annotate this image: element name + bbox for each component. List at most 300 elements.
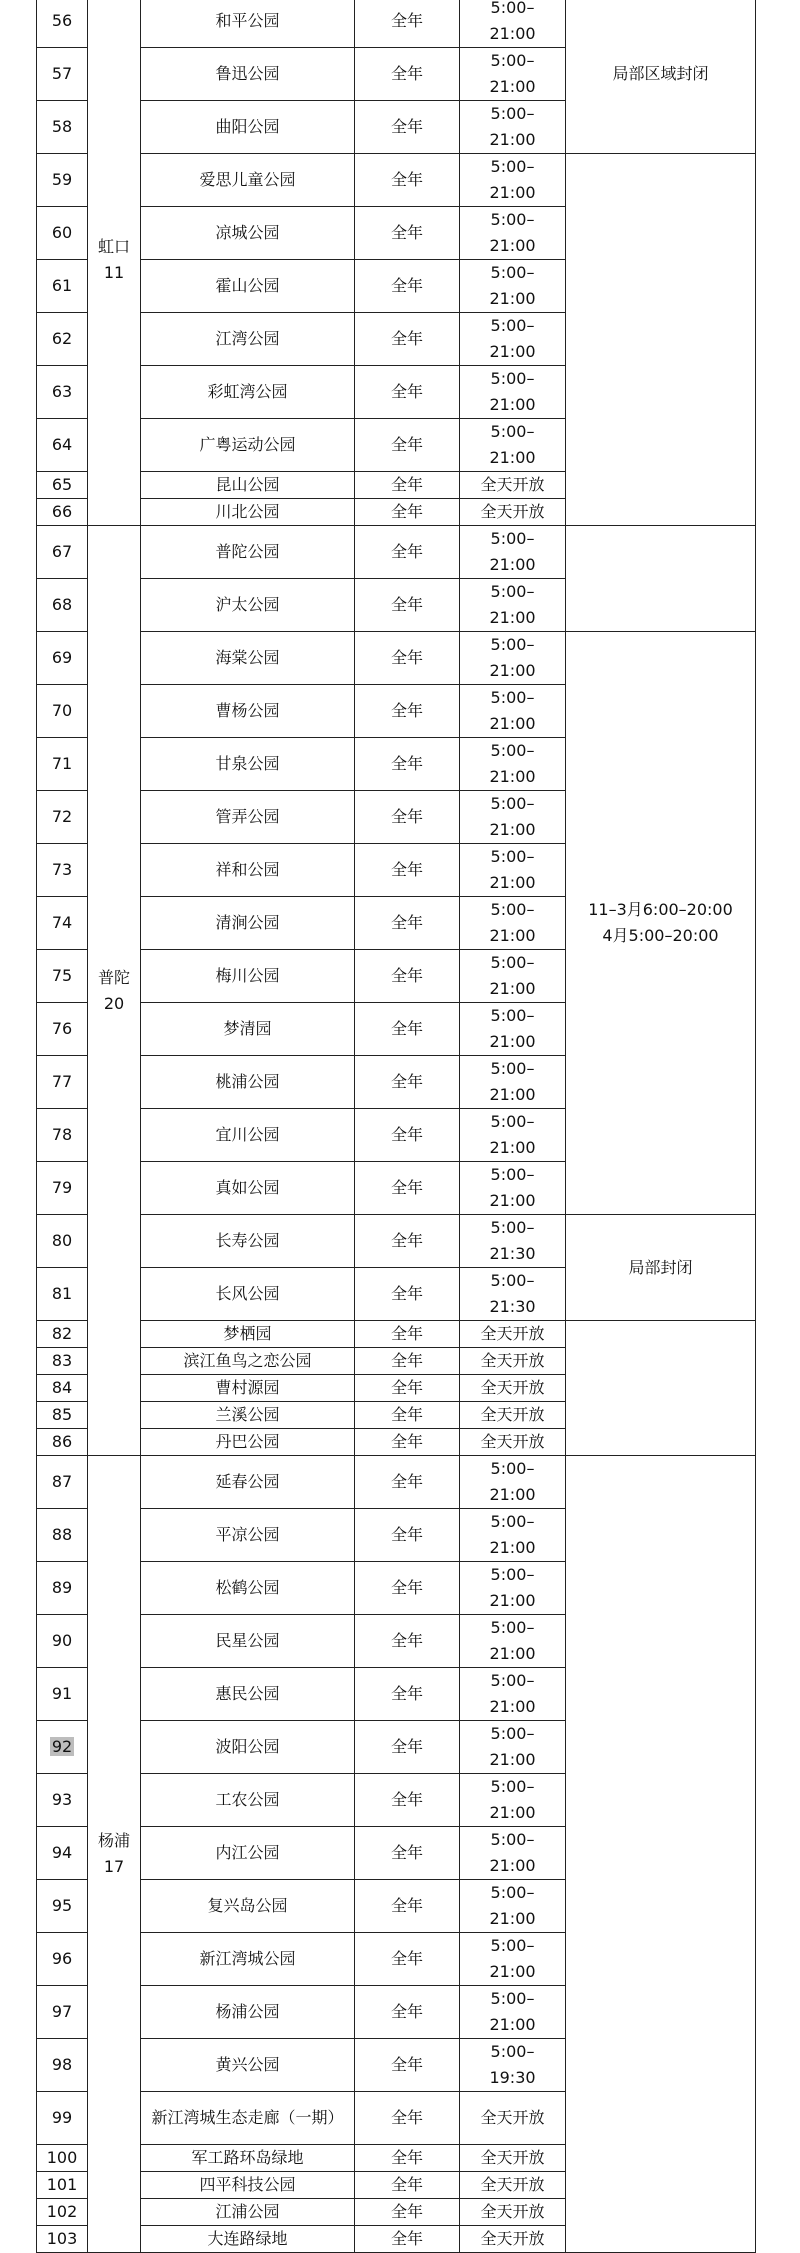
open-period: 全年 (355, 950, 460, 1003)
open-period: 全年 (355, 1215, 460, 1268)
opening-hours (460, 207, 566, 260)
open-period: 全年 (355, 791, 460, 844)
opening-hours (460, 419, 566, 472)
park-name: 曲阳公园 (141, 101, 355, 154)
open-period: 全年 (355, 2092, 460, 2145)
opening-hours-line: 21:00 (489, 1697, 536, 1716)
opening-hours (460, 1215, 566, 1268)
remarks-cell (566, 526, 756, 632)
park-name: 梅川公园 (141, 950, 355, 1003)
opening-hours-line: 5:00– (490, 157, 535, 176)
row-number-text: 95 (51, 1896, 73, 1915)
row-number-text: 60 (51, 223, 73, 242)
park-name: 清涧公园 (141, 897, 355, 950)
open-period: 全年 (355, 1268, 460, 1321)
park-hours-table (36, 0, 756, 2253)
open-period: 全年 (355, 313, 460, 366)
opening-hours-line: 5:00– (490, 2042, 535, 2061)
opening-hours-line: 全天开放 (480, 1378, 545, 1397)
row-number (37, 791, 88, 844)
row-number (37, 419, 88, 472)
opening-hours-line: 5:00– (490, 1271, 535, 1290)
opening-hours-line: 21:00 (489, 24, 536, 43)
opening-hours-line: 21:00 (489, 555, 536, 574)
row-number (37, 2199, 88, 2226)
row-number (37, 1986, 88, 2039)
park-name: 川北公园 (141, 499, 355, 526)
district-yangpu (88, 1456, 141, 2253)
park-name: 梦清园 (141, 1003, 355, 1056)
opening-hours-line: 5:00– (490, 210, 535, 229)
open-period: 全年 (355, 1456, 460, 1509)
row-number (37, 499, 88, 526)
open-period: 全年 (355, 260, 460, 313)
row-number-text: 92 (51, 1737, 73, 1756)
park-name: 鲁迅公园 (141, 48, 355, 101)
park-name: 江湾公园 (141, 313, 355, 366)
opening-hours-line: 21:00 (489, 2015, 536, 2034)
row-number (37, 685, 88, 738)
row-number-text: 61 (51, 276, 73, 295)
opening-hours (460, 2226, 566, 2253)
park-name: 复兴岛公园 (141, 1880, 355, 1933)
row-number-text: 65 (51, 475, 73, 494)
opening-hours (460, 101, 566, 154)
park-name: 昆山公园 (141, 472, 355, 499)
park-name: 军工路环岛绿地 (141, 2145, 355, 2172)
open-period: 全年 (355, 1321, 460, 1348)
opening-hours (460, 844, 566, 897)
park-name: 长寿公园 (141, 1215, 355, 1268)
open-period: 全年 (355, 526, 460, 579)
open-period: 全年 (355, 1827, 460, 1880)
row-number-text: 77 (51, 1072, 73, 1091)
opening-hours-line: 21:00 (489, 926, 536, 945)
opening-hours-line: 5:00– (490, 1724, 535, 1743)
opening-hours (460, 897, 566, 950)
district-name: 杨浦 (97, 1831, 130, 1850)
park-name: 丹巴公园 (141, 1429, 355, 1456)
row-number (37, 2092, 88, 2145)
opening-hours-line: 21:00 (489, 183, 536, 202)
opening-hours (460, 472, 566, 499)
opening-hours (460, 579, 566, 632)
row-number-text: 58 (51, 117, 73, 136)
opening-hours (460, 526, 566, 579)
open-period: 全年 (355, 1986, 460, 2039)
opening-hours-line: 5:00– (490, 1671, 535, 1690)
open-period: 全年 (355, 419, 460, 472)
row-number-text: 80 (51, 1231, 73, 1250)
park-name: 松鹤公园 (141, 1562, 355, 1615)
park-name: 甘泉公园 (141, 738, 355, 791)
opening-hours (460, 1933, 566, 1986)
row-number-text: 94 (51, 1843, 73, 1862)
opening-hours-line: 5:00– (490, 529, 535, 548)
row-number (37, 1429, 88, 1456)
row-number-text: 74 (51, 913, 73, 932)
row-number (37, 897, 88, 950)
row-number (37, 1721, 88, 1774)
open-period: 全年 (355, 207, 460, 260)
opening-hours-line: 5:00– (490, 1883, 535, 1902)
row-number-text: 85 (51, 1405, 73, 1424)
opening-hours-line: 全天开放 (480, 475, 545, 494)
table-row (37, 1215, 756, 1268)
row-number-text: 103 (46, 2229, 78, 2248)
open-period: 全年 (355, 1774, 460, 1827)
opening-hours-line: 21:00 (489, 1138, 536, 1157)
opening-hours-line: 5:00– (490, 582, 535, 601)
opening-hours-line: 全天开放 (480, 1351, 545, 1370)
row-number (37, 1880, 88, 1933)
row-number-text: 69 (51, 648, 73, 667)
opening-hours-line: 21:00 (489, 342, 536, 361)
row-number (37, 1348, 88, 1375)
row-number-text: 62 (51, 329, 73, 348)
open-period: 全年 (355, 1562, 460, 1615)
opening-hours-line: 21:30 (489, 1297, 536, 1316)
open-period: 全年 (355, 685, 460, 738)
opening-hours-line: 5:00– (490, 1006, 535, 1025)
opening-hours (460, 950, 566, 1003)
open-period: 全年 (355, 48, 460, 101)
opening-hours (460, 632, 566, 685)
open-period: 全年 (355, 366, 460, 419)
remarks-cell (566, 1321, 756, 1456)
opening-hours-line: 21:30 (489, 1244, 536, 1263)
opening-hours-line: 21:00 (489, 77, 536, 96)
opening-hours-line: 5:00– (490, 635, 535, 654)
opening-hours-line: 21:00 (489, 395, 536, 414)
park-name: 宜川公园 (141, 1109, 355, 1162)
opening-hours (460, 2039, 566, 2092)
park-name: 沪太公园 (141, 579, 355, 632)
remarks-cell (566, 1456, 756, 2253)
open-period: 全年 (355, 1109, 460, 1162)
row-number (37, 526, 88, 579)
park-name: 大连路绿地 (141, 2226, 355, 2253)
row-number-text: 63 (51, 382, 73, 401)
row-number (37, 366, 88, 419)
opening-hours-line: 5:00– (490, 1565, 535, 1584)
opening-hours (460, 1509, 566, 1562)
open-period: 全年 (355, 1933, 460, 1986)
open-period: 全年 (355, 632, 460, 685)
row-number (37, 260, 88, 313)
row-number-text: 78 (51, 1125, 73, 1144)
opening-hours (460, 260, 566, 313)
opening-hours (460, 1615, 566, 1668)
opening-hours (460, 313, 566, 366)
opening-hours-line: 5:00– (490, 1830, 535, 1849)
district-count: 11 (103, 263, 125, 282)
park-name: 杨浦公园 (141, 1986, 355, 2039)
row-number (37, 579, 88, 632)
remarks-cell (566, 1215, 756, 1321)
opening-hours (460, 1109, 566, 1162)
row-number (37, 2226, 88, 2253)
remarks-text: 局部封闭 (628, 1257, 693, 1277)
row-number (37, 1615, 88, 1668)
row-number-text: 64 (51, 435, 73, 454)
table-body (37, 0, 756, 2253)
remarks-text: 11–3月6:00–20:00 (588, 900, 733, 919)
opening-hours-line: 5:00– (490, 741, 535, 760)
opening-hours-line: 全天开放 (480, 1324, 545, 1343)
open-period: 全年 (355, 2039, 460, 2092)
opening-hours-line: 全天开放 (480, 2175, 545, 2194)
opening-hours (460, 685, 566, 738)
opening-hours (460, 1774, 566, 1827)
row-number-text: 68 (51, 595, 73, 614)
opening-hours (460, 1348, 566, 1375)
row-number-text: 91 (51, 1684, 73, 1703)
row-number-text: 90 (51, 1631, 73, 1650)
opening-hours-line: 5:00– (490, 1112, 535, 1131)
opening-hours-line: 5:00– (490, 1936, 535, 1955)
opening-hours (460, 1827, 566, 1880)
park-name: 工农公园 (141, 1774, 355, 1827)
opening-hours-line: 5:00– (490, 1218, 535, 1237)
row-number-text: 98 (51, 2055, 73, 2074)
opening-hours-line: 21:00 (489, 448, 536, 467)
opening-hours-line: 全天开放 (480, 1432, 545, 1451)
row-number (37, 207, 88, 260)
opening-hours (460, 154, 566, 207)
row-number-text: 66 (51, 502, 73, 521)
row-number (37, 1003, 88, 1056)
park-name: 海棠公园 (141, 632, 355, 685)
opening-hours-line: 21:00 (489, 608, 536, 627)
row-number-text: 57 (51, 64, 73, 83)
park-name: 彩虹湾公园 (141, 366, 355, 419)
row-number (37, 950, 88, 1003)
table-row (37, 154, 756, 207)
park-name: 凉城公园 (141, 207, 355, 260)
opening-hours-line: 5:00– (490, 1059, 535, 1078)
opening-hours-line: 5:00– (490, 1165, 535, 1184)
row-number (37, 2172, 88, 2199)
opening-hours-line: 21:00 (489, 1856, 536, 1875)
park-name: 和平公园 (141, 0, 355, 48)
opening-hours (460, 1562, 566, 1615)
park-name: 兰溪公园 (141, 1402, 355, 1429)
row-number (37, 1215, 88, 1268)
opening-hours-line: 5:00– (490, 369, 535, 388)
open-period: 全年 (355, 1615, 460, 1668)
opening-hours (460, 791, 566, 844)
park-name: 新江湾城公园 (141, 1933, 355, 1986)
open-period: 全年 (355, 844, 460, 897)
row-number-text: 99 (51, 2108, 73, 2127)
row-number (37, 1509, 88, 1562)
opening-hours-line: 5:00– (490, 1989, 535, 2008)
park-name: 内江公园 (141, 1827, 355, 1880)
row-number (37, 1056, 88, 1109)
row-number-text: 71 (51, 754, 73, 773)
open-period: 全年 (355, 1668, 460, 1721)
row-number (37, 1162, 88, 1215)
row-number-text: 88 (51, 1525, 73, 1544)
open-period: 全年 (355, 2199, 460, 2226)
opening-hours-line: 21:00 (489, 979, 536, 998)
district-putuo (88, 526, 141, 1456)
park-name: 曹杨公园 (141, 685, 355, 738)
park-name: 霍山公园 (141, 260, 355, 313)
row-number (37, 1827, 88, 1880)
opening-hours-line: 21:00 (489, 236, 536, 255)
row-number (37, 1402, 88, 1429)
park-name: 波阳公园 (141, 1721, 355, 1774)
opening-hours (460, 1721, 566, 1774)
row-number (37, 48, 88, 101)
opening-hours-line: 19:30 (489, 2068, 536, 2087)
opening-hours-line: 21:00 (489, 1485, 536, 1504)
park-name: 管弄公园 (141, 791, 355, 844)
row-number-text: 101 (46, 2175, 78, 2194)
park-name: 平凉公园 (141, 1509, 355, 1562)
open-period: 全年 (355, 2145, 460, 2172)
opening-hours-line: 5:00– (490, 316, 535, 335)
open-period: 全年 (355, 579, 460, 632)
row-number-text: 67 (51, 542, 73, 561)
open-period: 全年 (355, 1348, 460, 1375)
table-row (37, 632, 756, 685)
opening-hours (460, 1402, 566, 1429)
park-name: 惠民公园 (141, 1668, 355, 1721)
opening-hours-line: 5:00– (490, 1618, 535, 1637)
table-row (37, 1456, 756, 1509)
row-number-text: 81 (51, 1284, 73, 1303)
park-name: 长风公园 (141, 1268, 355, 1321)
row-number (37, 1321, 88, 1348)
row-number-text: 59 (51, 170, 73, 189)
row-number (37, 738, 88, 791)
park-name: 真如公园 (141, 1162, 355, 1215)
opening-hours-line: 21:00 (489, 1909, 536, 1928)
park-name: 民星公园 (141, 1615, 355, 1668)
row-number-text: 84 (51, 1378, 73, 1397)
park-name: 滨江鱼鸟之恋公园 (141, 1348, 355, 1375)
open-period: 全年 (355, 1509, 460, 1562)
row-number-text: 102 (46, 2202, 78, 2221)
row-number-text: 97 (51, 2002, 73, 2021)
opening-hours-line: 21:00 (489, 1591, 536, 1610)
row-number-text: 56 (51, 11, 73, 30)
opening-hours-line: 5:00– (490, 1512, 535, 1531)
row-number-text: 89 (51, 1578, 73, 1597)
park-name: 延春公园 (141, 1456, 355, 1509)
park-name: 江浦公园 (141, 2199, 355, 2226)
remarks-text: 局部区域封闭 (612, 64, 709, 83)
row-number-text: 70 (51, 701, 73, 720)
opening-hours (460, 2145, 566, 2172)
opening-hours-line: 5:00– (490, 794, 535, 813)
district-name: 普陀 (97, 967, 130, 987)
park-name: 普陀公园 (141, 526, 355, 579)
opening-hours-line: 全天开放 (480, 2108, 545, 2127)
opening-hours (460, 1162, 566, 1215)
open-period: 全年 (355, 1880, 460, 1933)
open-period: 全年 (355, 154, 460, 207)
opening-hours-line: 21:00 (489, 820, 536, 839)
open-period: 全年 (355, 1402, 460, 1429)
park-name: 曹村源园 (141, 1375, 355, 1402)
row-number-text: 93 (51, 1790, 73, 1809)
opening-hours-line: 全天开放 (480, 1405, 545, 1424)
row-number-text: 73 (51, 860, 73, 879)
opening-hours (460, 1003, 566, 1056)
opening-hours-line: 5:00– (490, 104, 535, 123)
opening-hours-line: 21:00 (489, 873, 536, 892)
park-name: 新江湾城生态走廊（一期） (141, 2092, 355, 2145)
park-name: 祥和公园 (141, 844, 355, 897)
open-period: 全年 (355, 738, 460, 791)
row-number-text: 86 (51, 1432, 73, 1451)
row-number (37, 154, 88, 207)
opening-hours-line: 21:00 (489, 767, 536, 786)
opening-hours-line: 21:00 (489, 1085, 536, 1104)
opening-hours-line: 21:00 (489, 661, 536, 680)
opening-hours-line: 5:00– (490, 1459, 535, 1478)
opening-hours (460, 1375, 566, 1402)
row-number-text: 82 (51, 1324, 73, 1343)
open-period: 全年 (355, 1429, 460, 1456)
opening-hours-line: 全天开放 (480, 2148, 545, 2167)
row-number (37, 1774, 88, 1827)
opening-hours-line: 5:00– (490, 953, 535, 972)
district-count: 17 (103, 1857, 125, 1876)
open-period: 全年 (355, 1003, 460, 1056)
open-period: 全年 (355, 1721, 460, 1774)
row-number (37, 101, 88, 154)
park-name: 四平科技公园 (141, 2172, 355, 2199)
opening-hours (460, 2199, 566, 2226)
table-row (37, 526, 756, 579)
remarks-text: 4月5:00–20:00 (602, 926, 719, 945)
row-number (37, 844, 88, 897)
opening-hours-line: 5:00– (490, 51, 535, 70)
opening-hours-line: 21:00 (489, 1750, 536, 1769)
row-number-text: 79 (51, 1178, 73, 1197)
opening-hours-line: 5:00– (490, 0, 535, 17)
open-period: 全年 (355, 2226, 460, 2253)
open-period: 全年 (355, 101, 460, 154)
row-number-text: 87 (51, 1472, 73, 1491)
opening-hours-line: 21:00 (489, 1644, 536, 1663)
open-period: 全年 (355, 1162, 460, 1215)
opening-hours (460, 1880, 566, 1933)
opening-hours (460, 1429, 566, 1456)
row-number-text: 100 (46, 2148, 78, 2167)
table-row (37, 1321, 756, 1348)
opening-hours (460, 48, 566, 101)
remarks-cell (566, 0, 756, 154)
row-number (37, 1109, 88, 1162)
opening-hours-line: 5:00– (490, 900, 535, 919)
opening-hours (460, 1986, 566, 2039)
opening-hours-line: 21:00 (489, 130, 536, 149)
opening-hours (460, 0, 566, 48)
row-number (37, 2145, 88, 2172)
row-number-text: 83 (51, 1351, 73, 1370)
open-period: 全年 (355, 499, 460, 526)
row-number (37, 1268, 88, 1321)
opening-hours-line: 21:00 (489, 289, 536, 308)
opening-hours-line: 5:00– (490, 688, 535, 707)
opening-hours-line: 21:00 (489, 1962, 536, 1981)
